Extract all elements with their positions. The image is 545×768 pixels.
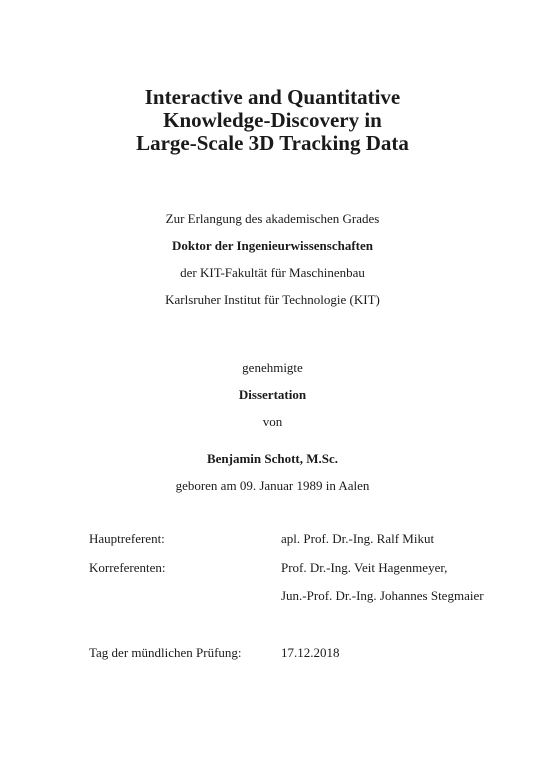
author-birth: geboren am 09. Januar 1989 in Aalen [175, 478, 370, 493]
degree-institution: Karlsruher Institut für Technologie (KIT) [165, 292, 380, 307]
approved-label: genehmigte [242, 360, 303, 375]
co-referee-label: Korreferenten: [89, 560, 166, 575]
title-line-3: Large-Scale 3D Tracking Data [136, 131, 409, 155]
degree-faculty: der KIT-Fakultät für Maschinenbau [180, 265, 365, 280]
title-line-2: Knowledge-Discovery in [163, 108, 382, 132]
main-referee-label: Hauptreferent: [89, 531, 165, 546]
main-referee-name: apl. Prof. Dr.-Ing. Ralf Mikut [281, 531, 435, 546]
degree-title: Doktor der Ingenieurwissenschaften [171, 238, 374, 253]
exam-date-label: Tag der mündlichen Prüfung: [89, 645, 242, 660]
degree-line-1: Zur Erlangung des akademischen Grades [165, 211, 380, 226]
author-name: Benjamin Schott, M.Sc. [206, 451, 339, 466]
by-label: von [262, 414, 283, 429]
co-referee-name-1: Prof. Dr.-Ing. Veit Hagenmeyer, [281, 560, 448, 575]
co-referee-name-2: Jun.-Prof. Dr.-Ing. Johannes Stegmaier [281, 588, 484, 603]
exam-date-value: 17.12.2018 [281, 645, 340, 660]
document-title [0, 86, 545, 155]
dissertation-label: Dissertation [238, 387, 307, 402]
title-line-1: Interactive and Quantitative [144, 85, 401, 109]
